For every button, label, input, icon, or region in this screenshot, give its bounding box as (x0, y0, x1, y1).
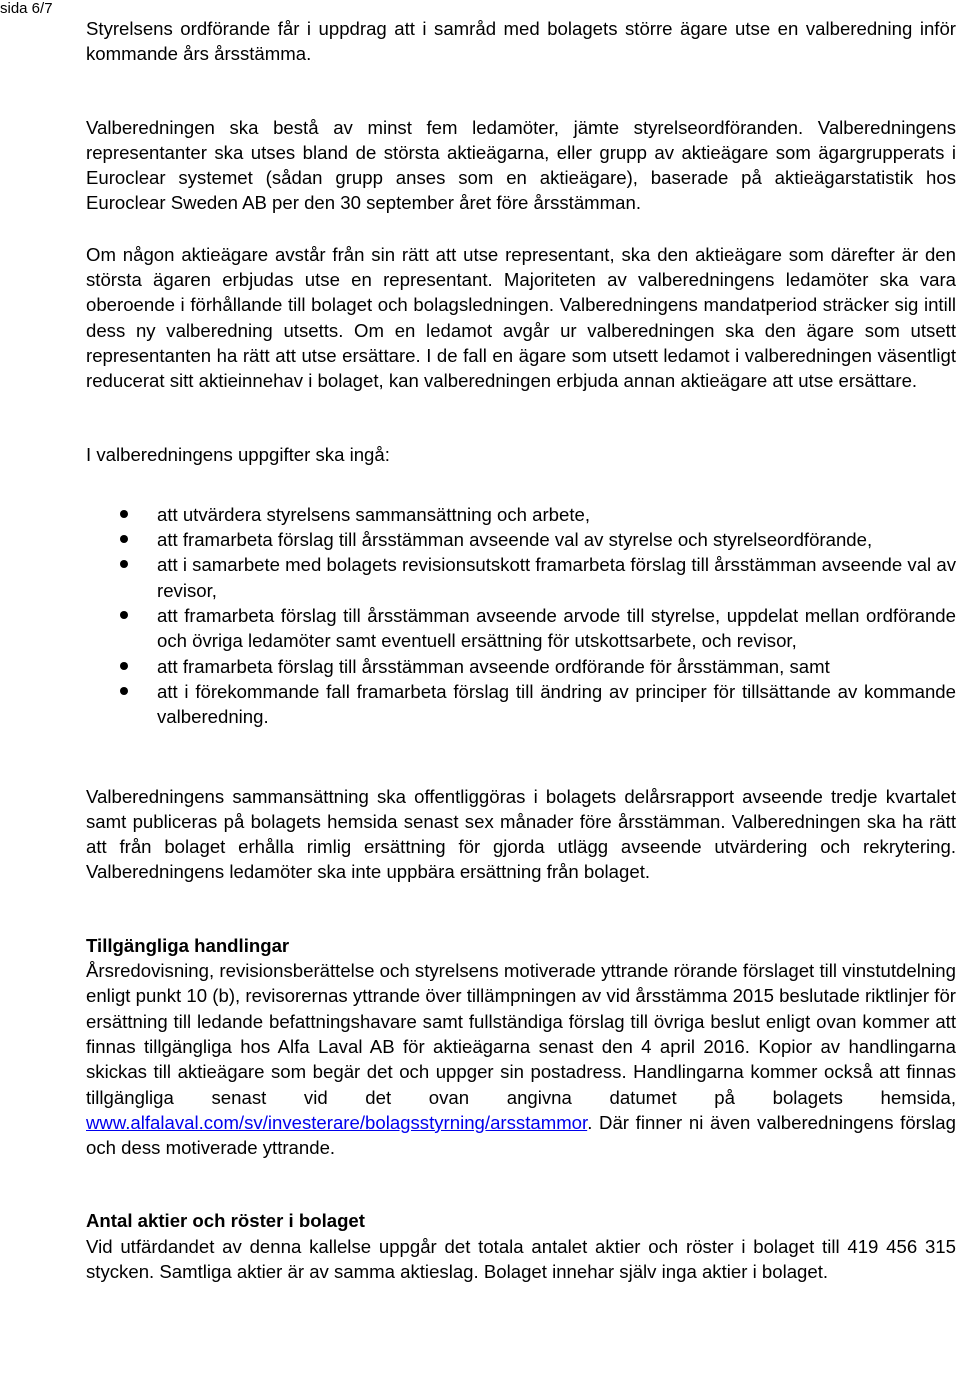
bullet-icon (120, 662, 128, 670)
document-body (86, 16, 956, 1284)
list-item: att i förekommande fall framarbeta förslag till ändring av principer för tillsättande av kommande valberedning. (86, 679, 956, 730)
list-item: att framarbeta förslag till årsstämman avseende val av styrelse och styrelseordförande, (86, 527, 956, 552)
list-item: att utvärdera styrelsens sammansättning och arbete, (86, 502, 956, 527)
section-heading: Antal aktier och röster i bolaget (86, 1210, 365, 1232)
paragraph-tasks-intro: I valberedningens uppgifter ska ingå: (86, 443, 390, 465)
bullet-icon (120, 560, 128, 568)
investor-website-link[interactable]: www.alfalaval.com/sv/investerare/bolagsstyrning/arsstammor (86, 1111, 588, 1133)
section-available-documents (86, 933, 956, 1161)
section-share-count (86, 1208, 956, 1284)
list-item: att i samarbete med bolagets revisionsutskott framarbeta förslag till årsstämman avseende val av revisor, (86, 552, 956, 603)
bullet-icon (120, 687, 128, 695)
paragraph-publication: Valberedningens sammansättning ska offentliggöras i bolagets delårsrapport avseende tredje kvartalet samt publiceras på bolagets hemsida senast sex månader före årsstämman. Valberedningen ska ha rätt att från bolaget erhålla rimlig ersättning för gjorda utlägg avseende utvärdering och rekrytering. Valberedningens ledamöter ska inte uppbära ersättning från bolaget. (86, 785, 956, 883)
tasks-list (86, 502, 956, 730)
section-heading: Tillgängliga handlingar (86, 934, 290, 956)
shares-text: Vid utfärdandet av denna kallelse uppgår det totala antalet aktier och röster i bolaget till 419 456 315 stycken. Samtliga aktier är av samma aktieslag. Bolaget innehar själv inga aktier i bolaget. (86, 1235, 956, 1282)
documents-text: Årsredovisning, revisionsberättelse och styrelsens motiverade yttrande rörande förslaget till vinstutdelning enligt punkt 10 (b), revisorernas yttrande över tillämpningen av vid årsstämma 2015 beslutade riktlinjer för ersättning till ledande befattningshavare samt fullständiga förslag till övriga beslut enligt ovan kommer att finnas tillgängliga hos Alfa Laval AB för aktieägarna senast den 4 april 2016. Kopior av handlingarna skickas till aktieägare som begär det och uppger sin postadress. Handlingarna kommer också att finnas tillgängliga senast vid det ovan angivna datumet på bolagets hemsida, www.alfalaval.com/sv/investerare/bolagsstyrning/arsstammor. Där finner ni även valberedningens förslag och dess motiverade yttrande. (86, 960, 956, 1159)
bullet-icon (120, 535, 128, 543)
paragraph-committee-composition: Valberedningen ska bestå av minst fem ledamöter, jämte styrelseordföranden. Valberedningens representanter ska utses bland de största aktieägarna, eller grupp av aktieägare som ägargrupperats i Euroclear systemet (sådan grupp anses som en aktieägare), baserade på aktieägarstatistik hos Euroclear Sweden AB per den 30 september året före årsstämman. (86, 116, 956, 214)
list-item: att framarbeta förslag till årsstämman avseende arvode till styrelse, uppdelat mellan ordförande och övriga ledamöter samt eventuell ersättning för utskottsarbete, och revisor, (86, 603, 956, 654)
paragraph-chairman-assignment: Styrelsens ordförande får i uppdrag att i samråd med bolagets större ägare utse en valberedning inför kommande års årsstämma. (86, 18, 956, 65)
page-number: sida 6/7 (0, 0, 53, 17)
bullet-icon (120, 611, 128, 619)
paragraph-representative-rules: Om någon aktieägare avstår från sin rätt att utse representant, ska den aktieägare som därefter är den största ägaren erbjudas utse en representant. Majoriteten av valberedningens ledamöter ska vara oberoende i förhållande till bolaget och bolagsledningen. Valberedningens mandatperiod sträcker sig intill dess ny valberedning utsetts. Om en ledamot avgår ur valberedningen ska den ägare som utsett representanten ha rätt att utse ersättare. I de fall en ägare som utsett ledamot i valberedningen väsentligt reducerat sitt aktieinnehav i bolaget, kan valberedningen erbjuda annan aktieägare att utse ersättare. (86, 243, 956, 392)
bullet-icon (120, 510, 128, 518)
list-item: att framarbeta förslag till årsstämman avseende ordförande för årsstämman, samt (86, 654, 956, 679)
